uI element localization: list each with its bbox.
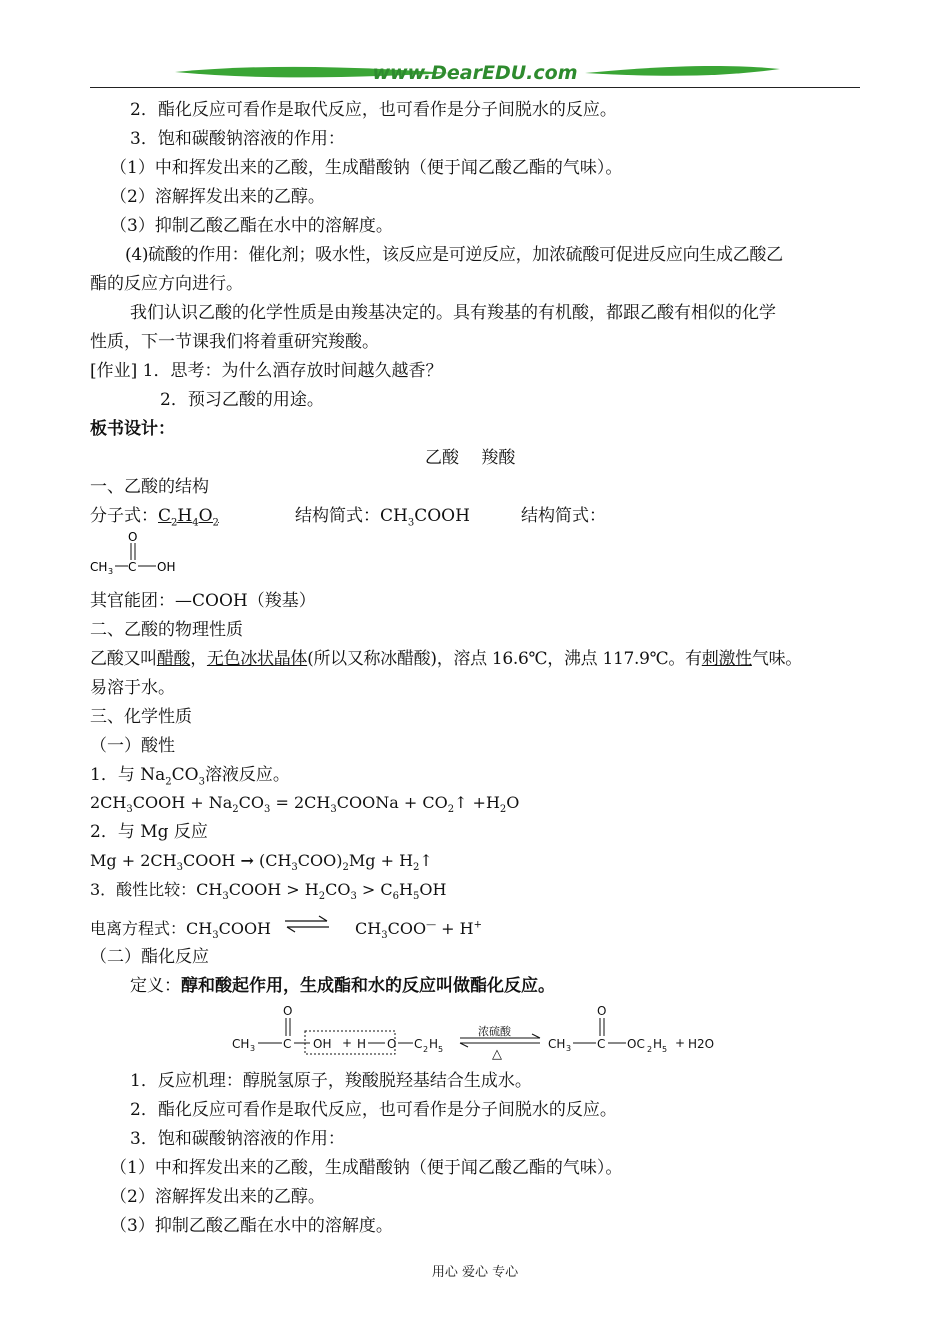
svg-text:C: C [414,1037,423,1051]
point-3: 3．饱和碳酸钠溶液的作用： [130,129,345,149]
svg-text:+: + [342,1036,353,1050]
header-divider [90,87,860,88]
summary-line2: 性质，下一节课我们将着重研究羧酸。 [90,332,379,352]
subpoint-4-line1: (4)硫酸的作用：催化剂；吸水性，该反应是可逆反应，加浓硫酸可促进反应向生成乙酸乙 [125,245,783,265]
mechanism-2: 2．酯化反应可看作是取代反应，也可看作是分子间脱水的反应。 [130,1100,617,1120]
mechanism-1: 1．反应机理：醇脱氢原子，羧酸脱羟基结合生成水。 [130,1071,532,1091]
site-header [90,60,860,90]
svg-text:3: 3 [250,1044,256,1053]
homework-2: 2．预习乙酸的用途。 [160,390,324,410]
svg-text:C: C [128,560,137,574]
functional-group: 其官能团：—COOH（羧基） [90,591,316,611]
section-2-heading: 二、乙酸的物理性质 [90,620,243,640]
svg-text:浓硫酸: 浓硫酸 [478,1025,511,1038]
mf-value: $C_2H_4O_2$ [158,506,219,529]
physical-props-line2: 易溶于水。 [90,678,175,698]
svg-text:2: 2 [647,1045,653,1054]
subsection-acidity: （一）酸性 [90,736,175,756]
subsection-esterification: （二）酯化反应 [90,947,209,967]
svg-text:C: C [283,1037,292,1051]
svg-text:C: C [597,1037,606,1051]
section-1-heading: 一、乙酸的结构 [90,477,209,497]
svg-text:3: 3 [566,1044,572,1053]
svg-text:H: H [429,1037,439,1051]
svg-text:2: 2 [423,1045,429,1054]
svg-text:O: O [597,1004,607,1018]
mechanism-3-sub1: （1）中和挥发出来的乙酸，生成醋酸钠（便于闻乙酸乙酯的气味）。 [110,1158,623,1178]
ionization-equation-right: $CH_3COO^— + H^+$ [355,919,482,942]
svg-text:O: O [128,530,138,544]
mechanism-3-sub3: （3）抑制乙酸乙酯在水中的溶解度。 [110,1216,393,1236]
svg-text:CH: CH [232,1037,250,1051]
equilibrium-arrow-icon [283,915,331,933]
svg-text:△: △ [492,1047,502,1061]
molecular-formula [90,505,219,527]
page-footer: 用心 爱心 专心 [431,1265,519,1280]
svg-text:H: H [357,1037,367,1051]
mechanism-3: 3．饱和碳酸钠溶液的作用： [130,1129,345,1149]
svg-text:5: 5 [662,1045,668,1054]
point-2: 2．酯化反应可看作是取代反应，也可看作是分子间脱水的反应。 [130,100,617,120]
svg-text:CH: CH [90,560,108,574]
mf-label: 分子式： [90,506,158,526]
mechanism-3-sub2: （2）溶解挥发出来的乙醇。 [110,1187,325,1207]
acidity-comparison: 3．酸性比较：$CH_3COOH > H_2CO_3 > C_6H_5OH$ [90,880,447,903]
svg-text:5: 5 [438,1045,444,1054]
esterification-equation [230,1003,730,1061]
svg-text:O: O [387,1037,397,1051]
subpoint-3: （3）抑制乙酸乙酯在水中的溶解度。 [110,216,393,236]
structural-formula-label: 结构简式： [521,506,606,526]
physical-props-line1: 乙酸又叫醋酸，无色冰状晶体(所以又称冰醋酸)，溶点 16.6℃，沸点 117.9℃。有刺激性气味。 [90,649,802,669]
subpoint-4-line2: 酯的反应方向进行。 [90,274,243,294]
svg-text:+: + [675,1036,686,1050]
subpoint-1: （1）中和挥发出来的乙酸，生成醋酸钠（便于闻乙酸乙酯的气味）。 [110,158,623,178]
svg-text:H2O: H2O [688,1037,715,1051]
equation-1: $2CH_3COOH + Na_2CO_3$ = $2CH_3COONa$ + $CO_2↑ +H_2O$ [90,793,520,816]
section-3-heading: 三、化学性质 [90,707,192,727]
svg-text:O: O [283,1004,293,1018]
ionization-equation-left: 电离方程式：$CH_3COOH$ [90,919,272,942]
esterification-definition: 定义：醇和酸起作用，生成酯和水的反应叫做酯化反应。 [130,976,555,996]
svg-text:CH: CH [548,1037,566,1051]
svg-text:OC: OC [627,1037,645,1051]
subpoint-2: （2）溶解挥发出来的乙醇。 [110,187,325,207]
board-heading: 板书设计： [90,419,175,439]
simplified-formula: 结构简式：$CH_3COOH$ [295,506,470,529]
equation-2: $Mg + 2CH_3COOH \to (CH_3COO)_2Mg$ + $H_2↑$ [90,851,433,874]
svg-text:OH: OH [313,1037,332,1051]
reaction-1-label: 1．与 $Na_2CO_3$溶液反应。 [90,765,290,788]
board-title: 乙酸 羧酸 [425,448,516,468]
reaction-2-label: 2．与 Mg 反应 [90,822,208,842]
homework-1: [作业] 1．思考：为什么酒存放时间越久越香？ [90,361,443,381]
site-logo[interactable]: www.DearEDU.com [372,62,578,84]
svg-text:OH: OH [157,560,176,574]
acetic-acid-structure [88,530,198,578]
summary-line1: 我们认识乙酸的化学性质是由羧基决定的。具有羧基的有机酸，都跟乙酸有相似的化学 [130,303,776,323]
svg-text:3: 3 [108,567,114,576]
svg-text:H: H [653,1037,663,1051]
